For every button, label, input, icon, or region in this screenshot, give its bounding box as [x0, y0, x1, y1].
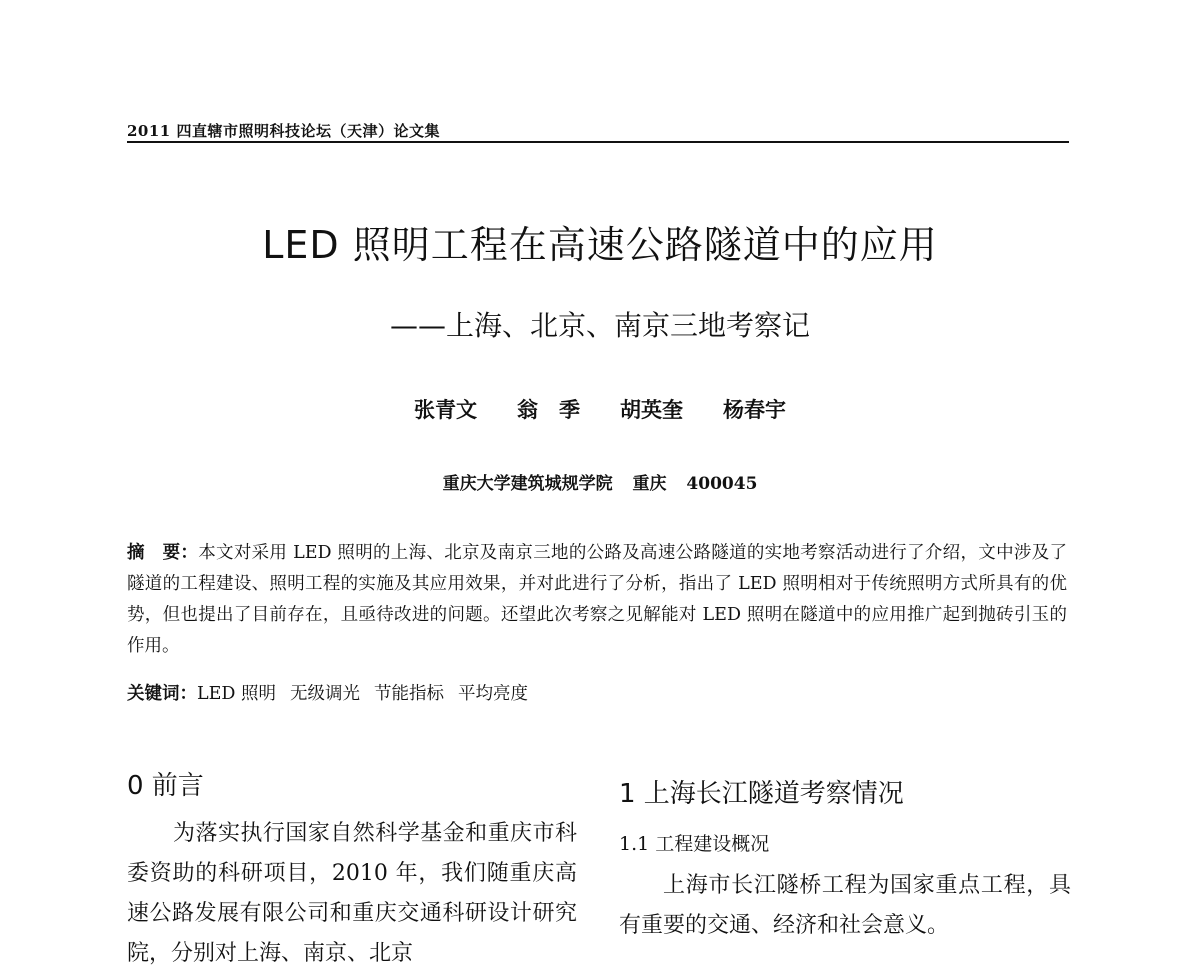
subsection-heading: 1.1 工程建设概况: [619, 833, 770, 855]
keywords: [127, 679, 1067, 710]
running-header: 2011 四直辖市照明科技论坛（天津）论文集: [127, 122, 440, 140]
keyword: 平均亮度: [458, 684, 528, 704]
author-list: [0, 394, 1200, 424]
author-name: 翁 季: [517, 397, 580, 422]
affiliation-institution: 重庆大学建筑城规学院: [442, 474, 613, 494]
section-heading-introduction: 0 前言: [127, 771, 204, 801]
keyword: LED 照明: [197, 684, 276, 704]
author-name: 杨春宇: [723, 397, 786, 422]
author-name: 张青文: [414, 397, 477, 422]
paper-subtitle: ——上海、北京、南京三地考察记: [389, 309, 810, 342]
keyword: 节能指标: [374, 684, 444, 704]
abstract-label: 摘 要：: [127, 543, 199, 563]
affiliation: [0, 469, 1200, 494]
introduction-paragraph: 为落实执行国家自然科学基金和重庆市科委资助的科研项目，2010 年，我们随重庆高速公路发展有限公司和重庆交通科研设计研究院，分别对上海、南京、北京: [127, 821, 577, 966]
paper-title: LED 照明工程在高速公路隧道中的应用: [262, 223, 938, 267]
affiliation-city: 重庆: [632, 474, 667, 494]
section-heading-shanghai: 1 上海长江隧道考察情况: [619, 779, 904, 809]
section1-paragraph: 上海市长江隧桥工程为国家重点工程，具有重要的交通、经济和社会意义。: [619, 873, 1071, 938]
header-rule: [127, 141, 1069, 143]
abstract: [127, 538, 1067, 662]
abstract-text: 本文对采用 LED 照明的上海、北京及南京三地的公路及高速公路隧道的实地考察活动进行了介绍，文中涉及了隧道的工程建设、照明工程的实施及其应用效果，并对此进行了分析，指出了 LED 照明相对于传统照明方式所具有的优势，但也提出了目前存在，且亟待改进的问题。还望此次考察之见解能对 LED 照明在隧道中的应用推广起到抛砖引玉的作用。: [127, 543, 1067, 656]
keywords-label: 关键词：: [127, 684, 197, 704]
author-name: 胡英奎: [620, 397, 683, 422]
keyword: 无级调光: [290, 684, 360, 704]
affiliation-postcode: 400045: [686, 474, 758, 494]
